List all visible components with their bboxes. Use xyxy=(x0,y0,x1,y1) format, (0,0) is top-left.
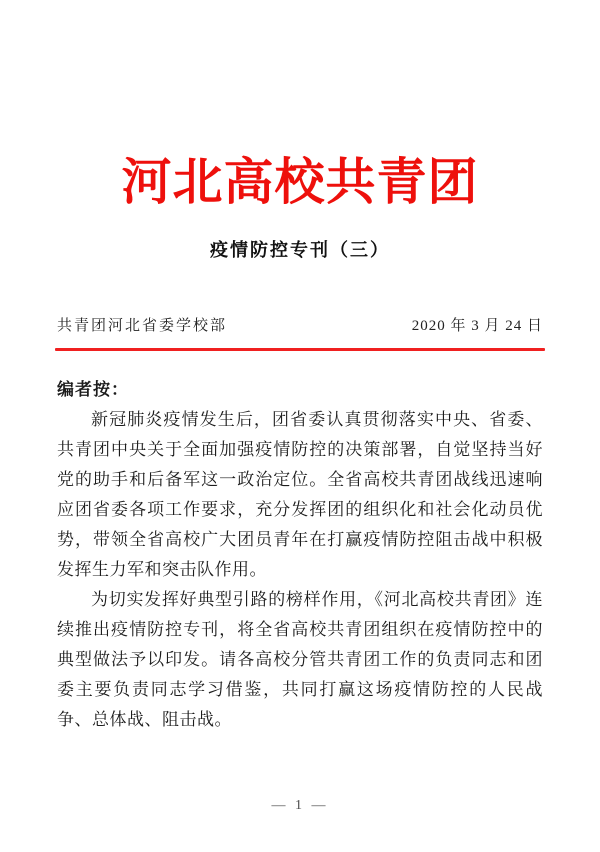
issue-subtitle: 疫情防控专刊（三） xyxy=(210,240,390,260)
editor-note-section xyxy=(57,375,543,735)
issue-date: 2020 年 3 月 24 日 xyxy=(411,318,543,334)
masthead-title: 河北高校共青团 xyxy=(121,154,479,210)
page-number: — 1 — xyxy=(271,798,329,813)
editor-note-paragraph-2: 为切实发挥好典型引路的榜样作用，《河北高校共青团》连续推出疫情防控专刊，将全省高校共青团组织在疫情防控中的典型做法予以印发。请各高校分管共青团工作的负责同志和团委主要负责同志学习借鉴，共同打赢这场疫情防控的人民战争、总体战、阻击战。 xyxy=(57,590,543,729)
issuer-name: 共青团河北省委学校部 xyxy=(57,318,228,334)
editor-note-label: 编者按： xyxy=(57,380,129,399)
red-divider-rule xyxy=(55,348,545,351)
meta-row xyxy=(57,314,543,335)
editor-note-paragraph-1: 新冠肺炎疫情发生后，团省委认真贯彻落实中央、省委、共青团中央关于全面加强疫情防控的决策部署，自觉坚持当好党的助手和后备军这一政治定位。全省高校共青团战线迅速响应团省委各项工作要求，充分发挥团的组织化和社会化动员优势，带领全省高校广大团员青年在打赢疫情防控阻击战中积极发挥生力军和突击队作用。 xyxy=(57,410,543,579)
